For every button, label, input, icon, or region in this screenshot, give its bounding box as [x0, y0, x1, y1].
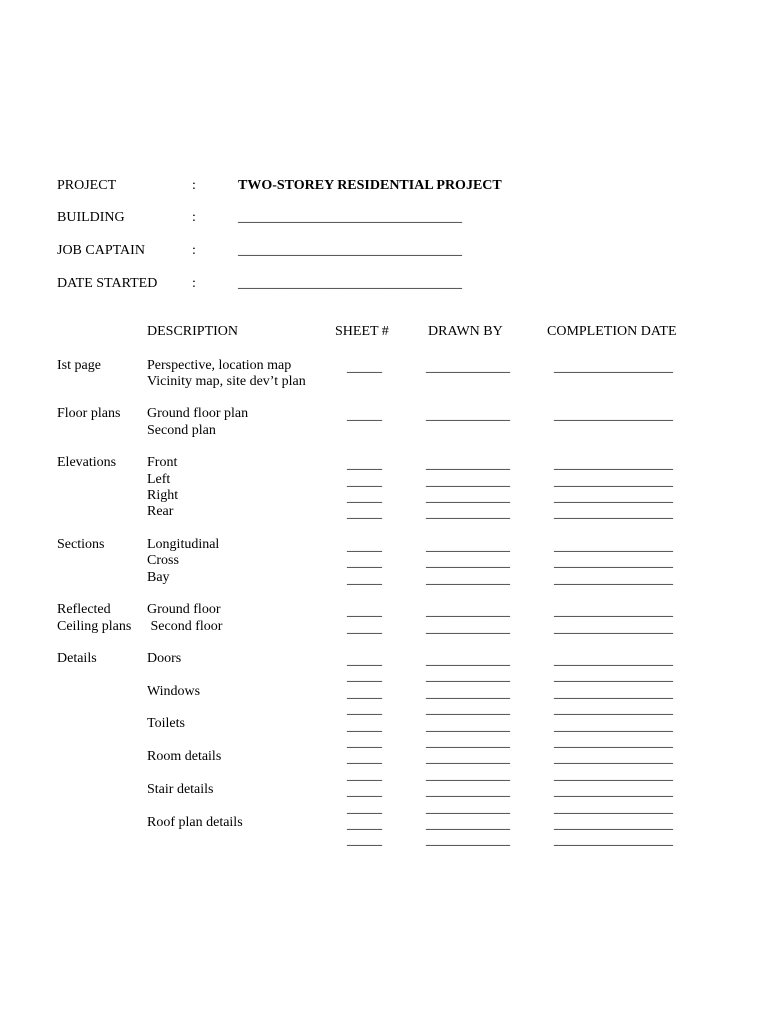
column-header-description: DESCRIPTION	[147, 324, 239, 339]
completion-date-field[interactable]: _________________	[554, 360, 673, 375]
drawn-by-field[interactable]: ____________	[426, 572, 510, 587]
section-label-sections: Sections	[57, 537, 105, 552]
building-colon: :	[192, 210, 196, 225]
completion-date-field[interactable]: _________________	[554, 474, 673, 489]
drawn-by-field[interactable]: ____________	[426, 735, 510, 750]
completion-date-field[interactable]: _________________	[554, 686, 673, 701]
completion-date-field[interactable]: _________________	[554, 751, 673, 766]
completion-date-field[interactable]: _________________	[554, 669, 673, 684]
drawn-by-field[interactable]: ____________	[426, 801, 510, 816]
column-header-completion-date: COMPLETION DATE	[547, 324, 677, 339]
section-label-reflected: Reflected	[57, 602, 111, 617]
completion-date-field[interactable]: _________________	[554, 506, 673, 521]
completion-date-field[interactable]: _________________	[554, 457, 673, 472]
drawn-by-field[interactable]: ____________	[426, 474, 510, 489]
item-description: Roof plan details	[147, 815, 243, 830]
sheet-number-field[interactable]: _____	[347, 768, 382, 783]
sheet-number-field[interactable]: _____	[347, 474, 382, 489]
drawn-by-field[interactable]: ____________	[426, 751, 510, 766]
job-captain-label: JOB CAPTAIN	[57, 243, 145, 258]
building-label: BUILDING	[57, 210, 125, 225]
sheet-number-field[interactable]: _____	[347, 360, 382, 375]
completion-date-field[interactable]: _________________	[554, 801, 673, 816]
sheet-number-field[interactable]: _____	[347, 539, 382, 554]
project-label: PROJECT	[57, 178, 117, 193]
sheet-number-field[interactable]: _____	[347, 408, 382, 423]
completion-date-field[interactable]: _________________	[554, 572, 673, 587]
drawn-by-field[interactable]: ____________	[426, 539, 510, 554]
section-label-details: Details	[57, 651, 97, 666]
completion-date-field[interactable]: _________________	[554, 408, 673, 423]
drawn-by-field[interactable]: ____________	[426, 817, 510, 832]
date-started-label: DATE STARTED	[57, 276, 158, 291]
drawn-by-field[interactable]: ____________	[426, 555, 510, 570]
drawn-by-field[interactable]: ____________	[426, 408, 510, 423]
drawn-by-field[interactable]: ____________	[426, 653, 510, 668]
sheet-number-field[interactable]: _____	[347, 653, 382, 668]
project-value: TWO-STOREY RESIDENTIAL PROJECT	[238, 178, 502, 193]
item-description: Doors	[147, 651, 182, 666]
section-label-ceiling-plans: Ceiling plans	[57, 619, 132, 634]
sheet-number-field[interactable]: _____	[347, 457, 382, 472]
sheet-number-field[interactable]: _____	[347, 490, 382, 505]
sheet-number-field[interactable]: _____	[347, 604, 382, 619]
sheet-number-field[interactable]: _____	[347, 506, 382, 521]
item-description: Right	[147, 488, 179, 503]
drawn-by-field[interactable]: ____________	[426, 768, 510, 783]
drawn-by-field[interactable]: ____________	[426, 360, 510, 375]
drawn-by-field[interactable]: ____________	[426, 719, 510, 734]
job-captain-colon: :	[192, 243, 196, 258]
drawn-by-field[interactable]: ____________	[426, 457, 510, 472]
section-label-elevations: Elevations	[57, 455, 117, 470]
item-description: Ground floor plan	[147, 406, 249, 421]
item-description: Left	[147, 472, 171, 487]
section-label-floor-plans: Floor plans	[57, 406, 121, 421]
sheet-number-field[interactable]: _____	[347, 669, 382, 684]
completion-date-field[interactable]: _________________	[554, 784, 673, 799]
sheet-number-field[interactable]: _____	[347, 702, 382, 717]
sheet-number-field[interactable]: _____	[347, 686, 382, 701]
sheet-number-field[interactable]: _____	[347, 621, 382, 636]
item-description: Toilets	[147, 716, 185, 731]
completion-date-field[interactable]: _________________	[554, 833, 673, 848]
drawn-by-field[interactable]: ____________	[426, 784, 510, 799]
completion-date-field[interactable]: _________________	[554, 817, 673, 832]
date-started-field[interactable]: ________________________________	[238, 276, 462, 291]
sheet-number-field[interactable]: _____	[347, 751, 382, 766]
item-description: Second floor	[147, 619, 223, 634]
column-header-drawn-by: DRAWN BY	[428, 324, 503, 339]
item-description: Vicinity map, site dev’t plan	[147, 374, 306, 389]
completion-date-field[interactable]: _________________	[554, 735, 673, 750]
drawn-by-field[interactable]: ____________	[426, 506, 510, 521]
item-description: Bay	[147, 570, 170, 585]
completion-date-field[interactable]: _________________	[554, 702, 673, 717]
job-captain-field[interactable]: ________________________________	[238, 243, 462, 258]
completion-date-field[interactable]: _________________	[554, 621, 673, 636]
item-description: Perspective, location map	[147, 358, 292, 373]
item-description: Cross	[147, 553, 179, 568]
sheet-number-field[interactable]: _____	[347, 784, 382, 799]
sheet-number-field[interactable]: _____	[347, 833, 382, 848]
completion-date-field[interactable]: _________________	[554, 653, 673, 668]
item-description: Windows	[147, 684, 201, 699]
completion-date-field[interactable]: _________________	[554, 719, 673, 734]
drawn-by-field[interactable]: ____________	[426, 669, 510, 684]
completion-date-field[interactable]: _________________	[554, 490, 673, 505]
item-description: Second plan	[147, 423, 216, 438]
completion-date-field[interactable]: _________________	[554, 604, 673, 619]
section-label-first-page: Ist page	[57, 358, 101, 373]
drawn-by-field[interactable]: ____________	[426, 490, 510, 505]
item-description: Rear	[147, 504, 174, 519]
sheet-number-field[interactable]: _____	[347, 817, 382, 832]
completion-date-field[interactable]: _________________	[554, 555, 673, 570]
drawn-by-field[interactable]: ____________	[426, 621, 510, 636]
sheet-number-field[interactable]: _____	[347, 572, 382, 587]
drawn-by-field[interactable]: ____________	[426, 833, 510, 848]
column-header-sheet: SHEET #	[335, 324, 389, 339]
sheet-number-field[interactable]: _____	[347, 555, 382, 570]
sheet-number-field[interactable]: _____	[347, 801, 382, 816]
drawn-by-field[interactable]: ____________	[426, 702, 510, 717]
drawn-by-field[interactable]: ____________	[426, 686, 510, 701]
item-description: Front	[147, 455, 178, 470]
project-colon: :	[192, 178, 196, 193]
completion-date-field[interactable]: _________________	[554, 539, 673, 554]
item-description: Room details	[147, 749, 222, 764]
sheet-number-field[interactable]: _____	[347, 735, 382, 750]
item-description: Longitudinal	[147, 537, 220, 552]
drawn-by-field[interactable]: ____________	[426, 604, 510, 619]
sheet-number-field[interactable]: _____	[347, 719, 382, 734]
completion-date-field[interactable]: _________________	[554, 768, 673, 783]
item-description: Ground floor	[147, 602, 221, 617]
item-description: Stair details	[147, 782, 214, 797]
building-field[interactable]: ________________________________	[238, 210, 462, 225]
date-started-colon: :	[192, 276, 196, 291]
